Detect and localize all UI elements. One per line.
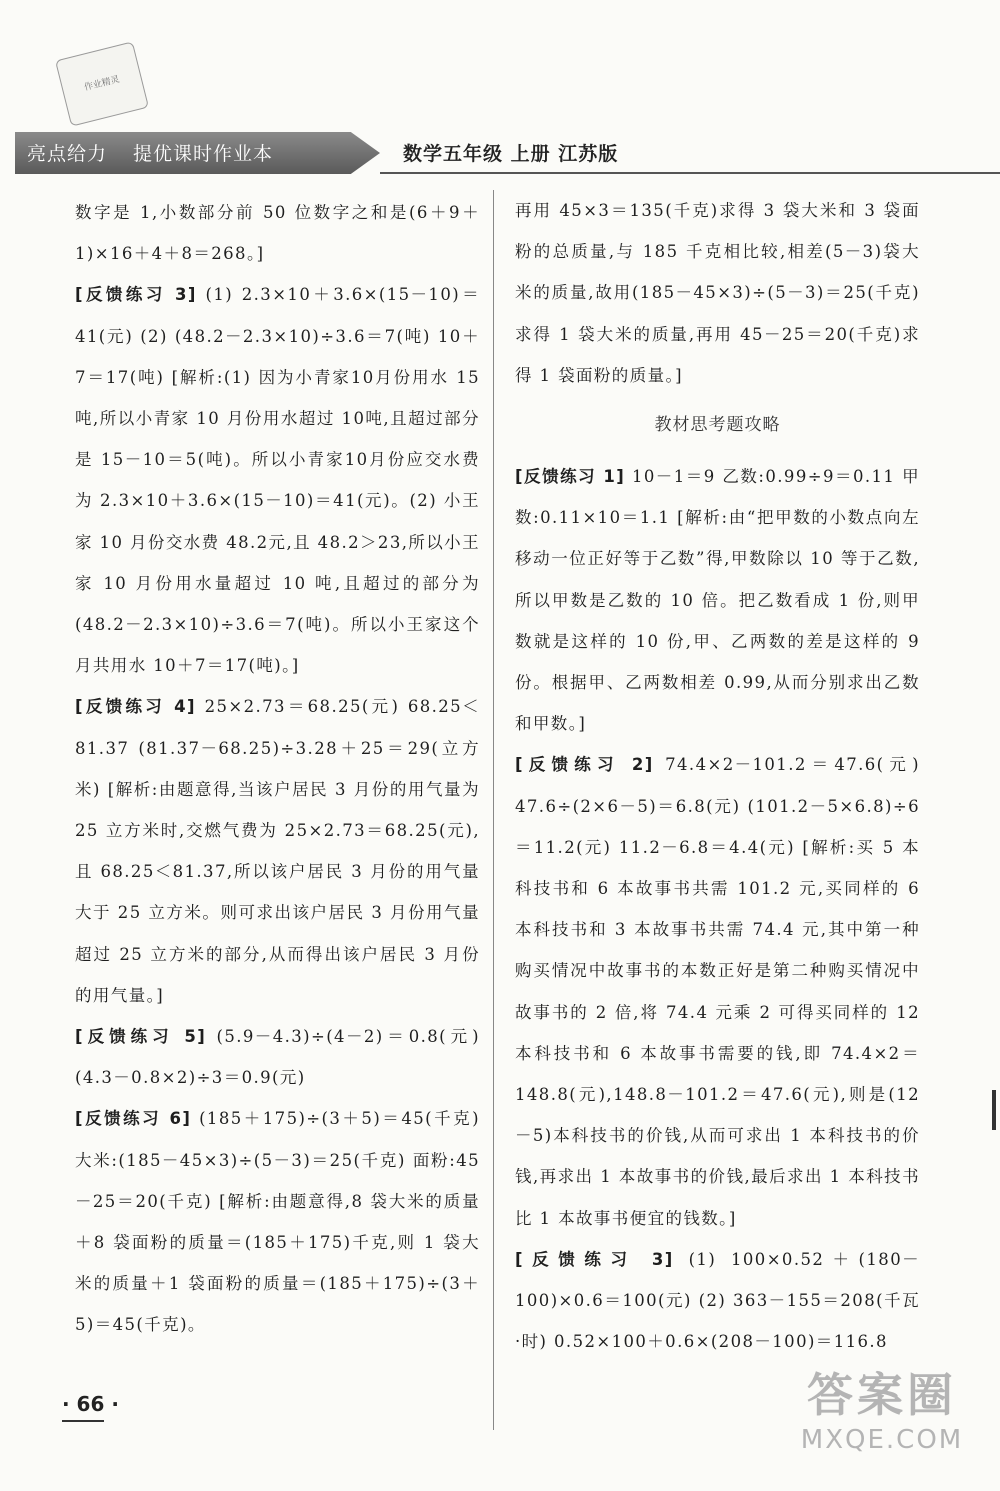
exercise-tag: [反馈练习 6] — [75, 1109, 192, 1129]
series-title: 亮点给力 — [27, 143, 108, 165]
exercise-tag: [反馈练习 2] — [515, 755, 654, 775]
paragraph — [515, 744, 920, 1238]
exercise-tag: [反馈练习 5] — [75, 1027, 207, 1047]
paragraph-text: (1) 2.3×10＋3.6×(15－10)＝41(元) (2) (48.2－2.3×10)÷3.6＝7(吨) 10＋7＝17(吨) [解析:(1) 因为小青家10月份用水 15 吨,所以小青家 10 月份用水超过 10吨,且超过部分是 15－10＝5(吨)。所以小青家10月份应交水费为 2.3×10＋3.6×(15－10)＝41(元)。(2) 小王家 10 月份交水费 48.2元,且 48.2＞23,所以小王家 10 月份用水量超过 10 吨,且超过的部分为(48.2－2.3×10)÷3.6＝7(吨)。所以小王家这个月共用水 10＋7＝17(吨)。] — [75, 285, 480, 676]
exercise-tag: [反馈练习 1] — [515, 467, 626, 487]
page-number-rule — [62, 1420, 104, 1422]
watermark-logo — [782, 1359, 982, 1479]
edge-mark — [992, 1090, 996, 1130]
paragraph — [515, 456, 920, 744]
paragraph-text: (185＋175)÷(3＋5)＝45(千克) 大米:(185－45×3)÷(5－3)＝25(千克) 面粉:45－25＝20(千克) [解析:由题意得,8 袋大米的质量＋8 袋面粉的质量＝(185＋175)千克,则 1 袋大米的质量＋1 袋面粉的质量＝(185＋175)÷(3＋5)＝45(千克)。 — [75, 1109, 480, 1335]
paragraph-text: 再用 45×3＝135(千克)求得 3 袋大米和 3 袋面粉的总质量,与 185 千克相比较,相差(5－3)袋大米的质量,故用(185－45×3)÷(5－3)＝25(千克)求得 1 袋大米的质量,再用 45－25＝20(千克)求得 1 袋面粉的质量。] — [515, 201, 920, 385]
page-number: · 66 · — [62, 1392, 119, 1416]
paragraph-text: (5.9－4.3)÷(4－2)＝0.8(元) (4.3－0.8×2)÷3＝0.9(元) — [75, 1027, 480, 1088]
paragraph-text: 数字是 1,小数部分前 50 位数字之和是(6＋9＋1)×16＋4＋8＝268。] — [75, 203, 480, 264]
exercise-tag: [反馈练习 3] — [515, 1249, 674, 1269]
section-title: 教材思考题攻略 — [654, 415, 781, 436]
paragraph — [75, 192, 480, 274]
paragraph — [75, 686, 480, 1016]
paragraph — [75, 1098, 480, 1345]
stamp-text: 作业精灵 — [83, 74, 121, 93]
series-subtitle: 提优课时作业本 — [133, 143, 274, 165]
page-header — [15, 132, 1000, 174]
exercise-tag: [反馈练习 3] — [75, 285, 197, 305]
watermark-main: 答案圈 — [807, 1368, 957, 1422]
right-column — [515, 190, 920, 1362]
logo-stamp — [55, 41, 149, 126]
paragraph — [75, 1016, 480, 1098]
paragraph-text: 10－1＝9 乙数:0.99÷9＝0.11 甲数:0.11×10＝1.1 [解析:由“把甲数的小数点向左移动一位正好等于乙数”得,甲数除以 10 等于乙数,所以甲数是乙数的 10 倍。把乙数看成 1 份,则甲数就是这样的 10 份,甲、乙两数的差是这样的 9 份。根据甲、乙两数相差 0.99,从而分别求出乙数和甲数。] — [515, 467, 920, 734]
header-rule — [380, 172, 1000, 174]
paragraph — [515, 1239, 920, 1363]
book-title: 数学五年级 上册 江苏版 — [403, 143, 619, 165]
paragraph-text: (1) 100×0.52＋(180－100)×0.6＝100(元) (2) 363－155＝208(千瓦·时) 0.52×100＋0.6×(208－100)＝116.8 — [515, 1249, 920, 1352]
exercise-tag: [反馈练习 4] — [75, 697, 196, 717]
watermark-sub: MXQE.COM — [800, 1425, 964, 1455]
column-divider — [493, 190, 494, 1430]
paragraph-text: 25×2.73＝68.25(元) 68.25＜81.37 (81.37－68.25)÷3.28＋25＝29(立方米) [解析:由题意得,当该户居民 3 月份的用气量为 25 立方米时,交燃气费为 25×2.73＝68.25(元),且 68.25＜81.37,所以该户居民 3 月份的用气量大于 25 立方米。则可求出该户居民 3 月份用气量超过 25 立方米的部分,从而得出该户居民 3 月份的用气量。] — [75, 697, 480, 1005]
left-column — [75, 192, 480, 1346]
paragraph — [515, 190, 920, 396]
paragraph — [75, 274, 480, 686]
paragraph-text: 74.4×2－101.2＝47.6(元) 47.6÷(2×6－5)＝6.8(元) (101.2－5×6.8)÷6＝11.2(元) 11.2－6.8＝4.4(元) [解析:买 5 本科技书和 6 本故事书共需 101.2 元,买同样的 6 本科技书和 3 本故事书共需 74.4 元,其中第一种购买情况中故事书的本数正好是第二种购买情况中故事书的 2 倍,将 74.4 元乘 2 可得买同样的 12 本科技书和 6 本故事书需要的钱,即 74.4×2＝148.8(元),148.8－101.2＝47.6(元),则是(12－5)本科技书的价钱,从而可求出 1 本科技书的价钱,再求出 1 本故事书的价钱,最后求出 1 本科技书比 1 本故事书便宜的钱数。] — [515, 755, 920, 1228]
